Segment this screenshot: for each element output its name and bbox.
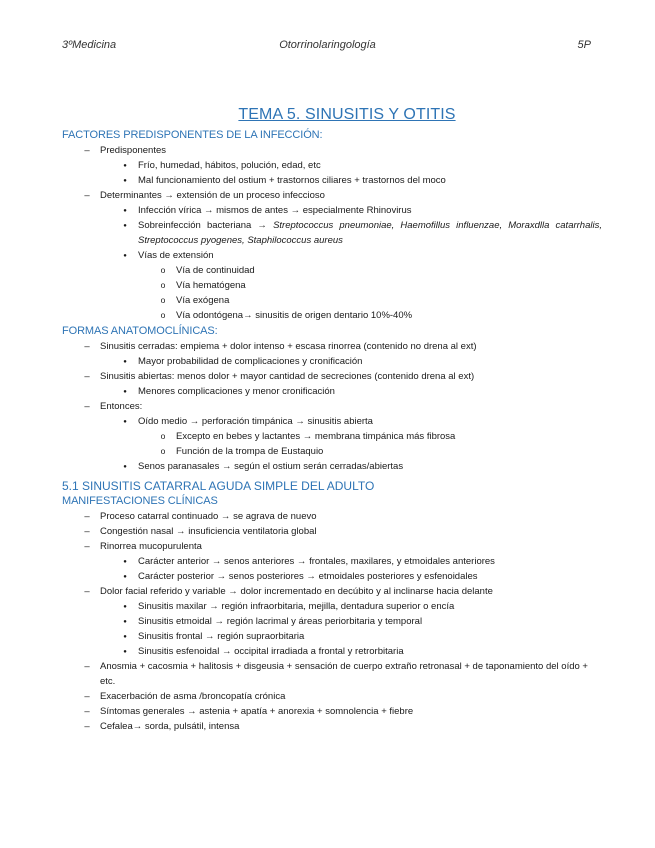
list-item: – Exacerbación de asma /broncopatía crónica (62, 689, 602, 704)
header-subject: Otorrinolaringología (279, 39, 376, 51)
list-item: – Determinantes → extensión de un proceso infeccioso (62, 188, 602, 203)
document-body (62, 106, 602, 734)
circle-marker (156, 278, 170, 293)
bullet-marker (118, 218, 132, 235)
document-title: TEMA 5. SINUSITIS Y OTITIS (238, 106, 456, 123)
dash-marker (80, 188, 94, 203)
list-item: o Función de la trompa de Eustaquio (62, 444, 602, 459)
list-item: – Anosmia + cacosmia + halitosis + disgeusia + sensación de cuerpo extraño retronasal + de taponamiento del oído + etc. (62, 659, 602, 689)
list-item: o Vía exógena (62, 293, 602, 308)
dash-marker (80, 509, 94, 524)
circle-marker (156, 308, 170, 323)
circle-marker (156, 263, 170, 278)
list-item: – Predisponentes (62, 143, 602, 158)
dash-marker (80, 369, 94, 384)
dash-marker (80, 659, 94, 674)
heading-factores: FACTORES PREDISPONENTES DE LA INFECCIÓN: (62, 129, 323, 141)
dash-marker (80, 704, 94, 719)
list-item: ● Oído medio → perforación timpánica → sinusitis abierta (62, 414, 602, 429)
bullet-marker (118, 459, 132, 476)
list-item: ● Mayor probabilidad de complicaciones y cronificación (62, 354, 602, 369)
list-item: ● Sinusitis frontal → región supraorbitaria (62, 629, 602, 644)
circle-marker (156, 444, 170, 459)
list-item: ● Senos paranasales → según el ostium serán cerradas/abiertas (62, 459, 602, 474)
list-item: – Sinusitis abiertas: menos dolor + mayor cantidad de secreciones (contenido drena al ext) (62, 369, 602, 384)
list-item: – Dolor facial referido y variable → dolor incrementado en decúbito y al inclinarse hacia delante (62, 584, 602, 599)
list-item: o Vía de continuidad (62, 263, 602, 278)
list-item: ● Sobreinfección bacteriana → Streptococcus pneumoniae, Haemofillus influenzae, Moraxdlla catarrhalis, Streptococcus pyogenes, Staphilococcus aureus (62, 218, 602, 248)
list-item: – Entonces: (62, 399, 602, 414)
list-item: ● Sinusitis etmoidal → región lacrimal y áreas periorbitaria y temporal (62, 614, 602, 629)
heading-section-5-1: 5.1 SINUSITIS CATARRAL AGUDA SIMPLE DEL ADULTO (62, 479, 375, 493)
list-item: – Cefalea→ sorda, pulsátil, intensa (62, 719, 602, 734)
list-item: – Congestión nasal → insuficiencia ventilatoria global (62, 524, 602, 539)
list-item: o Excepto en bebes y lactantes → membrana timpánica más fibrosa (62, 429, 602, 444)
heading-formas: FORMAS ANATOMOCLÍNICAS: (62, 325, 218, 337)
dash-marker (80, 143, 94, 158)
dash-marker (80, 524, 94, 539)
list-item: – Síntomas generales → astenia + apatía + anorexia + somnolencia + fiebre (62, 704, 602, 719)
list-item: o Vía odontógena→ sinusitis de origen dentario 10%-40% (62, 308, 602, 323)
dash-marker (80, 539, 94, 554)
list-item: ● Mal funcionamiento del ostium + trastornos ciliares + trastornos del moco (62, 173, 602, 188)
list-item: – Proceso catarral continuado → se agrava de nuevo (62, 509, 602, 524)
circle-marker (156, 429, 170, 444)
dash-marker (80, 584, 94, 599)
list-item: ● Infección vírica → mismos de antes → especialmente Rhinovirus (62, 203, 602, 218)
dash-marker (80, 399, 94, 414)
list-item: – Sinusitis cerradas: empiema + dolor intenso + escasa rinorrea (contenido no drena al ext) (62, 339, 602, 354)
list-item: ● Sinusitis maxilar → región infraorbitaria, mejilla, dentadura superior o encía (62, 599, 602, 614)
list-item: ● Menores complicaciones y menor cronificación (62, 384, 602, 399)
dash-marker (80, 689, 94, 704)
list-item: ● Sinusitis esfenoidal → occipital irradiada a frontal y retrorbitaria (62, 644, 602, 659)
list-item: o Vía hematógena (62, 278, 602, 293)
list-item: ● Vías de extensión (62, 248, 602, 263)
bacteria-species: Streptococcus pneumoniae, Haemofillus influenzae, Moraxdlla catarrhalis, Streptococcus pyogenes, Staphilococcus aureus (138, 220, 602, 246)
list-item: ● Carácter posterior → senos posteriores → etmoidales posteriores y esfenoidales (62, 569, 602, 584)
dash-marker (80, 719, 94, 734)
heading-manifestaciones: MANIFESTACIONES CLÍNICAS (62, 495, 218, 507)
dash-marker (80, 339, 94, 354)
list-item: ● Frío, humedad, hábitos, polución, edad, etc (62, 158, 602, 173)
header-group: 5P (577, 39, 591, 51)
circle-marker (156, 293, 170, 308)
list-item: – Rinorrea mucopurulenta (62, 539, 602, 554)
header-course: 3ºMedicina (62, 39, 117, 51)
list-item: ● Carácter anterior → senos anteriores → frontales, maxilares, y etmoidales anteriores (62, 554, 602, 569)
